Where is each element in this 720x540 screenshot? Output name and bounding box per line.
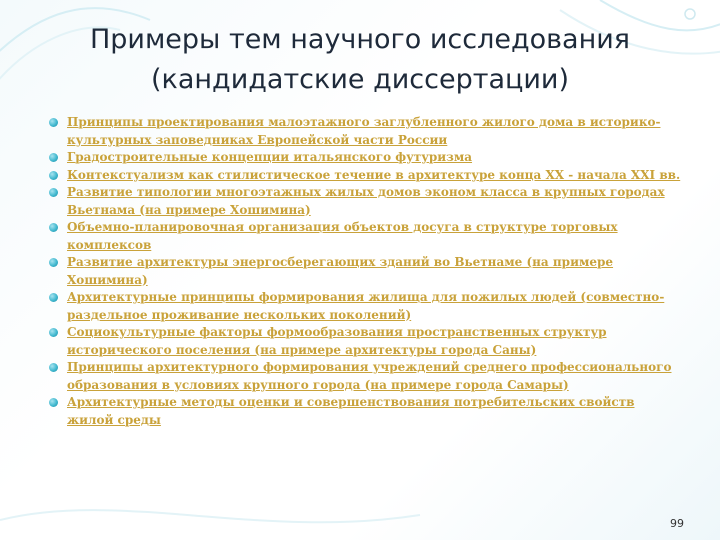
bullet-icon <box>49 118 58 127</box>
slide-title <box>40 20 680 100</box>
bullet-icon <box>49 258 58 267</box>
list-item-text: Объемно-планировочная организация объектов досуга в структуре торговых комплексов <box>67 220 618 252</box>
list-item-text: Развитие архитектуры энергосберегающих зданий во Вьетнаме (на примере Хошимина) <box>67 255 614 287</box>
list-item[interactable] <box>48 254 684 289</box>
bullet-icon <box>49 363 58 372</box>
list-item-text: Архитектурные принципы формирования жилища для пожилых людей (совместно-раздельное проживание нескольких поколений) <box>67 290 665 322</box>
list-item-text: Градостроительные концепции итальянского футуризма <box>67 150 473 164</box>
list-item-text: Контекстуализм как стилистическое течение в архитектуре конца XX - начала XXI вв. <box>67 167 681 182</box>
list-item[interactable] <box>48 114 684 149</box>
list-item-text: Развитие типологии многоэтажных жилых домов эконом класса в крупных городах Вьетнама (на примере Хошимина) <box>67 185 665 217</box>
list-item-text: Архитектурные методы оценки и совершенствования потребительских свойств жилой среды <box>67 395 635 427</box>
decor-dot <box>685 9 695 19</box>
list-item[interactable] <box>48 167 684 185</box>
page-number: 99 <box>670 517 684 530</box>
title-line-2: (кандидатские диссертации) <box>150 64 570 95</box>
list-item[interactable] <box>48 394 684 429</box>
bullet-icon <box>49 223 58 232</box>
topics-list <box>48 114 684 429</box>
list-item-text: Социокультурные факторы формообразования пространственных структур исторического поселения (на примере архитектуры города Саны) <box>67 325 607 357</box>
bullet-icon <box>49 398 58 407</box>
bullet-icon <box>49 171 58 180</box>
bullet-icon <box>49 188 58 197</box>
list-item[interactable] <box>48 289 684 324</box>
list-item[interactable] <box>48 324 684 359</box>
bullet-icon <box>49 293 58 302</box>
swirl-bottom <box>0 510 420 522</box>
list-item-text: Принципы архитектурного формирования учреждений среднего профессионального образования в условиях крупного города (на примере города Самары) <box>67 360 672 392</box>
list-item[interactable] <box>48 359 684 394</box>
list-item[interactable] <box>48 184 684 219</box>
list-item[interactable] <box>48 219 684 254</box>
bullet-icon <box>49 153 58 162</box>
title-line-1: Примеры тем научного исследования <box>89 24 631 55</box>
list-item-text: Принципы проектирования малоэтажного заглубленного жилого дома в историко-культурных заповедниках Европейской части России <box>67 115 661 147</box>
bullet-icon <box>49 328 58 337</box>
list-item[interactable] <box>48 149 684 167</box>
